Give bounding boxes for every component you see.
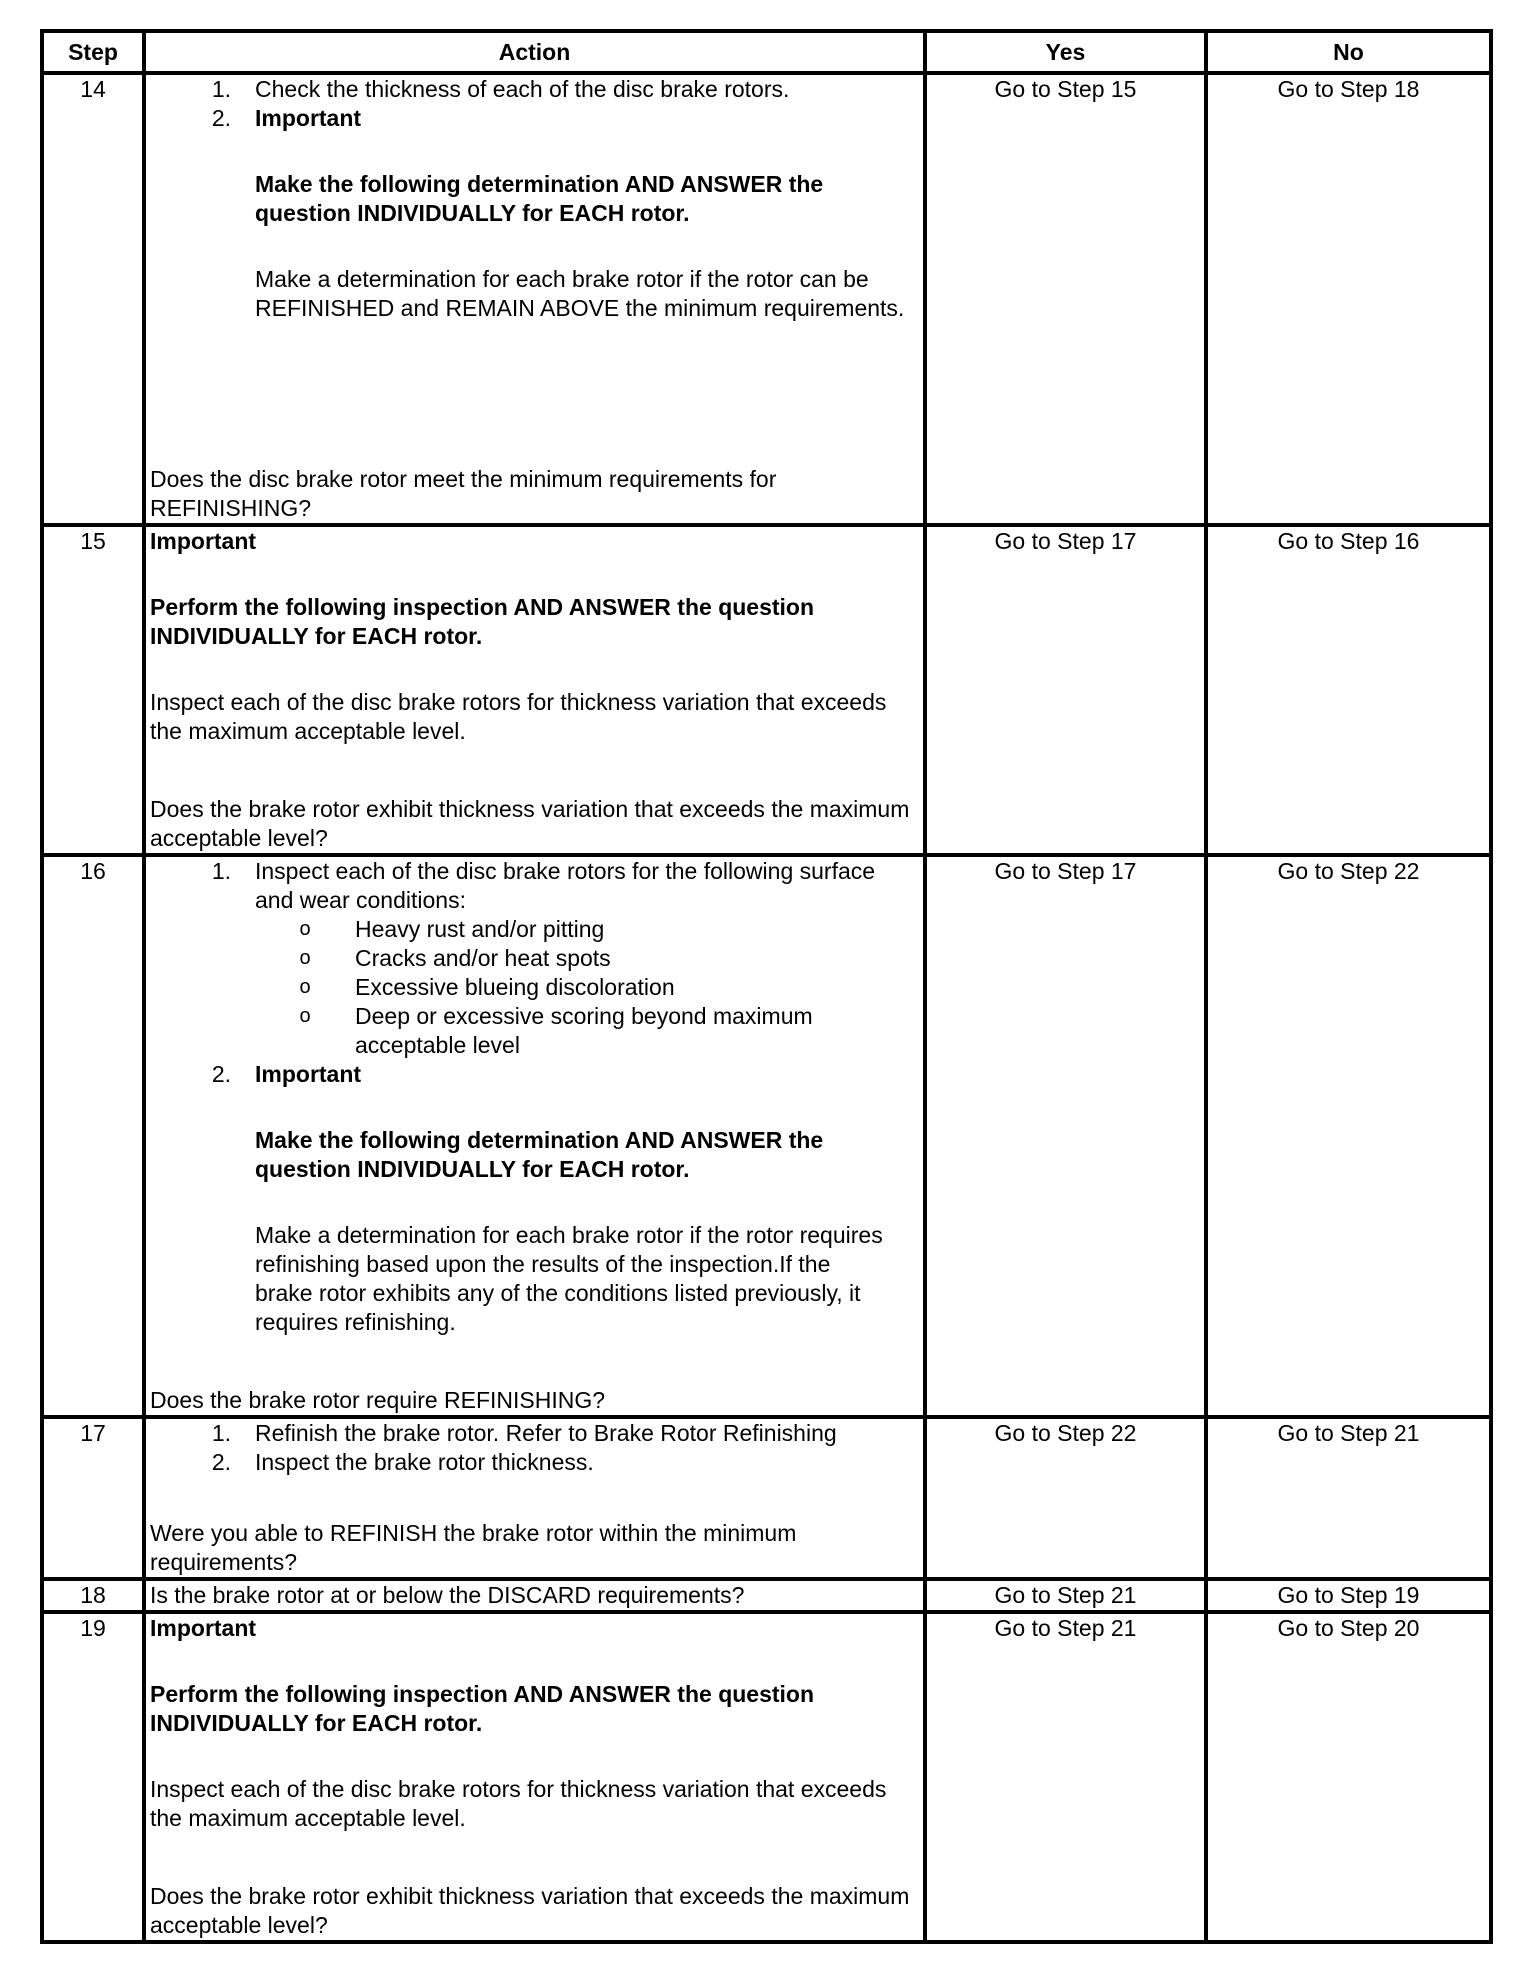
question-text: Does the brake rotor require REFINISHING? [150,1387,606,1413]
action-cell [144,525,925,855]
bullet-icon: o [299,1005,311,1027]
important-label: Important [150,1615,257,1641]
table-row-step-19 [42,1612,1491,1942]
no-cell: Go to Step 19 [1206,1579,1491,1612]
instruction-text: Make a determination for each brake rotor if the rotor can be REFINISHED and REMAIN ABOVE the minimum requirements. [255,266,905,321]
yes-cell: Go to Step 15 [925,73,1206,525]
no-cell: Go to Step 22 [1206,855,1491,1417]
question-text: Does the brake rotor exhibit thickness variation that exceeds the maximum acceptable level? [150,796,910,851]
step-number: 15 [42,525,144,855]
important-instruction: Make the following determination AND ANSWER the question INDIVIDUALLY for EACH rotor. [255,171,824,226]
important-instruction: Perform the following inspection AND ANSWER the question INDIVIDUALLY for EACH rotor. [150,594,815,649]
table-row-step-18 [42,1579,1491,1612]
bullet-text: Cracks and/or heat spots [355,945,611,971]
list-item [255,944,919,973]
action-cell [144,855,925,1417]
instruction-text: Make a determination for each brake rotor if the rotor requires refinishing based upon the results of the inspection.If the brake rotor exhibits any of the conditions listed previously, it requires refinishing. [255,1222,883,1335]
yes-cell: Go to Step 22 [925,1417,1206,1579]
important-label: Important [255,105,362,131]
list-item [150,104,919,133]
bullet-icon: o [299,918,311,940]
action-cell [144,1417,925,1579]
header-step: Step [42,31,144,73]
header-yes: Yes [925,31,1206,73]
table-row-step-17 [42,1417,1491,1579]
no-cell: Go to Step 21 [1206,1417,1491,1579]
header-row [42,31,1491,73]
list-number: 2. [211,1061,231,1087]
question-text: Were you able to REFINISH the brake rotor within the minimum requirements? [150,1520,797,1575]
important-label: Important [255,1061,362,1087]
question-text: Is the brake rotor at or below the DISCARD requirements? [144,1579,925,1612]
yes-cell: Go to Step 17 [925,525,1206,855]
list-item [255,1002,919,1060]
table-row-step-14 [42,73,1491,525]
header-action: Action [144,31,925,73]
bullet-icon: o [299,947,311,969]
bullet-text: Deep or excessive scoring beyond maximum acceptable level [355,1003,813,1058]
table-row-step-15 [42,525,1491,855]
bullet-text: Heavy rust and/or pitting [355,916,605,942]
list-text: Check the thickness of each of the disc brake rotors. [255,76,790,102]
header-no: No [1206,31,1491,73]
step-number: 18 [42,1579,144,1612]
bullet-text: Excessive blueing discoloration [355,974,675,1000]
list-item [150,1060,919,1089]
list-item [150,75,919,104]
list-item [150,857,919,915]
step-number: 16 [42,855,144,1417]
bullet-icon: o [299,976,311,998]
step-number: 14 [42,73,144,525]
yes-cell: Go to Step 17 [925,855,1206,1417]
important-label: Important [150,528,257,554]
question-text: Does the disc brake rotor meet the minimum requirements for REFINISHING? [150,466,777,521]
diagnostic-table [40,29,1493,1944]
step-number: 19 [42,1612,144,1942]
list-number: 1. [211,1420,231,1446]
step-number: 17 [42,1417,144,1579]
table-row-step-16 [42,855,1491,1417]
list-text: Inspect each of the disc brake rotors for the following surface and wear conditions: [255,858,876,913]
no-cell: Go to Step 20 [1206,1612,1491,1942]
important-instruction: Make the following determination AND ANSWER the question INDIVIDUALLY for EACH rotor. [255,1127,824,1182]
no-cell: Go to Step 16 [1206,525,1491,855]
list-item [255,973,919,1002]
condition-list [255,915,919,1060]
question-text: Does the brake rotor exhibit thickness variation that exceeds the maximum acceptable level? [150,1883,910,1938]
list-number: 1. [211,858,231,884]
important-instruction: Perform the following inspection AND ANSWER the question INDIVIDUALLY for EACH rotor. [150,1681,815,1736]
list-number: 2. [211,1449,231,1475]
list-text: Inspect the brake rotor thickness. [255,1449,594,1475]
action-cell [144,73,925,525]
list-text: Refinish the brake rotor. Refer to Brake Rotor Refinishing [255,1420,837,1446]
no-cell: Go to Step 18 [1206,73,1491,525]
list-number: 2. [211,105,231,131]
instruction-text: Inspect each of the disc brake rotors for thickness variation that exceeds the maximum acceptable level. [150,1776,887,1831]
instruction-text: Inspect each of the disc brake rotors for thickness variation that exceeds the maximum acceptable level. [150,689,887,744]
yes-cell: Go to Step 21 [925,1612,1206,1942]
list-item [150,1448,919,1477]
yes-cell: Go to Step 21 [925,1579,1206,1612]
list-item [255,915,919,944]
list-number: 1. [211,76,231,102]
action-cell [144,1612,925,1942]
list-item [150,1419,919,1448]
